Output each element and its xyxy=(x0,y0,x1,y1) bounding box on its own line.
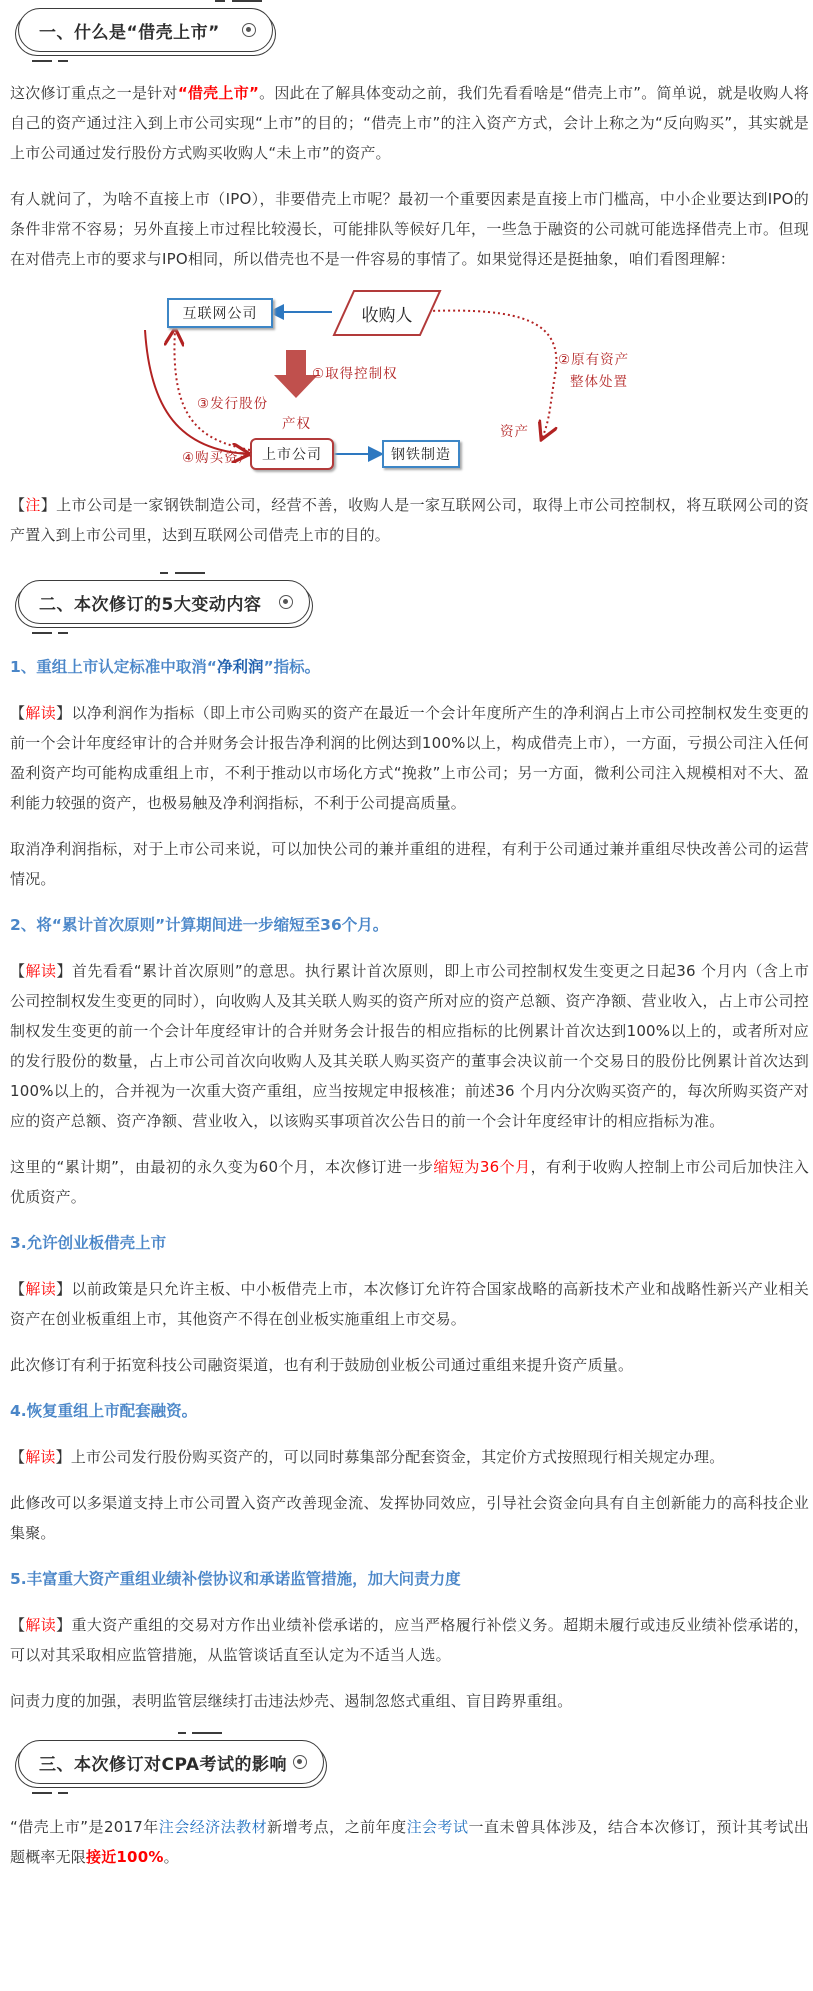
interpretation-tag: 解读 xyxy=(25,704,57,722)
text: “借壳上市”是2017年 xyxy=(10,1818,159,1836)
paragraph: 此修改可以多渠道支持上市公司置入资产改善现金流、发挥协同效应，引导社会资金向具有自主创新能力的高科技企业集聚。 xyxy=(10,1494,809,1542)
highlight-term: 接近100% xyxy=(86,1848,164,1866)
interpretation-paragraph xyxy=(10,1274,809,1334)
bracket: 【 xyxy=(10,1280,26,1298)
interpretation-paragraph xyxy=(10,698,809,818)
text: 新增考点，之前年度 xyxy=(267,1818,407,1836)
decor-dash xyxy=(32,632,52,634)
section-badge xyxy=(18,580,310,624)
node-steel-manufacturing xyxy=(382,440,460,468)
decor-dash xyxy=(232,0,262,2)
interpretation-tag: 解读 xyxy=(25,962,57,980)
decor-dash xyxy=(32,1792,52,1794)
interpretation-tag: 解读 xyxy=(25,1280,57,1298)
bracket: 【 xyxy=(10,1448,26,1466)
interpretation-paragraph xyxy=(10,1610,809,1670)
label-step1: ①取得控制权 xyxy=(312,366,398,382)
text: 以前政策是只允许主板、中小板借壳上市，本次修订允许符合国家战略的高新技术产业和战略性新兴产业相关资产在创业板重组上市，其他资产不得在创业板实施重组上市交易。 xyxy=(10,1280,810,1328)
label-equity: 产权 xyxy=(282,416,311,432)
text: 。因此在了解具体变动之前，我们先看看啥是“借壳上市”。简单说，就是收购人将自己的资产通过注入到上市公司实现“上市”的目的；“借壳上市”的注入资产方式，会计上称之为“反向购买”，其实就是上市公司通过发行股份方式购买收购人“未上市”的资产。 xyxy=(10,84,810,162)
text: 重大资产重组的交易对方作出业绩补偿承诺的，应当严格履行补偿义务。超期未履行或违反业绩补偿承诺的，可以对其采取相应监管措施，从监管谈话直至认定为不适当人选。 xyxy=(10,1616,810,1664)
section-header-2 xyxy=(10,572,809,652)
label-step4: ④购买资产 xyxy=(182,450,254,466)
text: 上市公司是一家钢铁制造公司，经营不善，收购人是一家互联网公司，取得上市公司控制权，将互联网公司的资产置入到上市公司里，达到互联网公司借壳上市的目的。 xyxy=(10,496,810,544)
section-title: 二、本次修订的5大变动内容 xyxy=(39,594,262,615)
text: 1、重组上市认定标准中取消“ xyxy=(10,658,217,676)
text: 这次修订重点之一是针对 xyxy=(10,84,178,102)
note-tag: 注 xyxy=(25,496,41,514)
note-paragraph xyxy=(10,490,809,550)
paragraph: 有人就问了，为啥不直接上市（IPO），非要借壳上市呢？最初一个重要因素是直接上市门槛高，中小企业要达到IPO的条件非常不容易；另外直接上市过程比较漫长，可能排队等候好几年，一些急于融资的公司就可能选择借壳上市。但现在对借壳上市的要求与IPO相同，所以借壳也不是一件容易的事情了。如果觉得还是挺抽象，咱们看图理解： xyxy=(10,190,809,268)
bracket: 】 xyxy=(56,1280,72,1298)
node-label: 上市公司 xyxy=(262,447,322,463)
text: 。 xyxy=(163,1848,179,1866)
bracket: 】 xyxy=(56,1616,72,1634)
section-header-3 xyxy=(10,1732,809,1812)
node-acquirer xyxy=(332,290,442,336)
bracket: 【 xyxy=(10,1616,26,1634)
bracket: 】 xyxy=(56,704,72,722)
text: 一直未曾具体涉及，结合本次修订，预计其考试出题概率无限 xyxy=(10,1818,809,1866)
bracket: 【 xyxy=(10,704,26,722)
decor-dash xyxy=(192,1732,222,1734)
node-label: 钢铁制造 xyxy=(391,447,451,463)
bracket: 】 xyxy=(40,496,57,514)
decor-dash xyxy=(32,60,52,62)
reverse-merger-diagram xyxy=(10,290,809,480)
target-circle-icon xyxy=(242,23,256,37)
subheading-3: 3.允许创业板借壳上市 xyxy=(10,1234,167,1252)
node-label: 互联网公司 xyxy=(182,306,258,322)
subheading-4: 4.恢复重组上市配套融资。 xyxy=(10,1402,198,1420)
paragraph xyxy=(10,78,809,168)
decor-dash xyxy=(178,1732,186,1734)
label-assets: 资产 xyxy=(500,424,529,440)
text: 首先看看“累计首次原则”的意思。执行累计首次原则，即上市公司控制权发生变更之日起36 个月内（含上市公司控制权发生变更的同时），向收购人及其关联人购买的资产所对应的资产总额、资产净额、营业收入，占上市公司控制权发生变更的前一个会计年度经审计的合并财务会计报告的相应指标的比例累计首次达到100%以上的，或者所对应的发行股份的数量，占上市公司首次向收购人及其关联人购买资产的董事会决议前一个交易日的股份比例累计首次达到100%以上的，合并视为一次重大资产重组，应当按规定申报核准；前述36 个月内分次购买资产的，每次所购买资产对应的资产总额、资产净额、营业收入，以该购买事项首次公告日的前一个会计年度经审计的相应指标为准。 xyxy=(10,962,810,1130)
text: ”指标。 xyxy=(263,658,321,676)
label-step2-line2: 整体处置 xyxy=(570,374,628,390)
text: 这里的“累计期”，由最初的永久变为60个月，本次修订进一步 xyxy=(10,1158,434,1176)
target-circle-icon xyxy=(279,595,293,609)
decor-dash xyxy=(160,572,168,574)
node-internet-company xyxy=(167,298,273,328)
bracket: 【 xyxy=(10,496,26,514)
paragraph: 取消净利润指标，对于上市公司来说，可以加快公司的兼并重组的进程，有利于公司通过兼并重组尽快改善公司的运营情况。 xyxy=(10,840,809,888)
decor-dash xyxy=(58,60,68,62)
bracket: 【 xyxy=(10,962,26,980)
highlight-term: “借壳上市” xyxy=(177,84,260,102)
label-step3: ③发行股份 xyxy=(197,396,269,412)
text: 上市公司发行股份购买资产的，可以同时募集部分配套资金，其定价方式按照现行相关规定办理。 xyxy=(70,1448,725,1466)
interpretation-tag: 解读 xyxy=(25,1616,57,1634)
paragraph xyxy=(10,1152,809,1212)
link-cpa-exam[interactable]: 注会考试 xyxy=(406,1818,469,1836)
node-label: 收购人 xyxy=(361,305,413,326)
link-economic-law-textbook[interactable]: 注会经济法教材 xyxy=(158,1818,268,1836)
interpretation-paragraph xyxy=(10,1442,809,1472)
interpretation-paragraph xyxy=(10,956,809,1136)
text: ，有利于收购人控制上市公司后加快注入优质资产。 xyxy=(10,1158,809,1206)
emphasis: 净利润 xyxy=(216,658,264,676)
subheading-1 xyxy=(10,652,809,682)
node-listed-company xyxy=(250,438,334,470)
section-title: 三、本次修订对CPA考试的影响 xyxy=(39,1754,288,1775)
decor-dash xyxy=(215,0,225,2)
paragraph xyxy=(10,1812,809,1872)
highlight-term: 缩短为36个月 xyxy=(433,1158,531,1176)
target-circle-icon xyxy=(293,1755,307,1769)
subheading-2: 2、将“累计首次原则”计算期间进一步缩短至36个月。 xyxy=(10,916,389,934)
label-step2: ②原有资产 xyxy=(558,352,630,368)
subheading-5: 5.丰富重大资产重组业绩补偿协议和承诺监管措施，加大问责力度 xyxy=(10,1570,461,1588)
section-badge xyxy=(18,8,273,52)
decor-dash xyxy=(175,572,205,574)
paragraph: 问责力度的加强，表明监管层继续打击违法炒壳、遏制忽悠式重组、盲目跨界重组。 xyxy=(10,1692,573,1710)
text: 以净利润作为指标（即上市公司购买的资产在最近一个会计年度所产生的净利润占上市公司控制权发生变更的前一个会计年度经审计的合并财务会计报告净利润的比例达到100%以上，构成借壳上市），一方面，亏损公司注入任何盈利资产均可能构成重组上市，不利于推动以市场化方式“挽救”上市公司；另一方面，微利公司注入规模相对不大、盈利能力较强的资产，也极易触及净利润指标，不利于公司提高质量。 xyxy=(10,704,810,812)
decor-dash xyxy=(58,632,68,634)
bracket: 】 xyxy=(56,962,72,980)
decor-dash xyxy=(58,1792,68,1794)
section-title: 一、什么是“借壳上市” xyxy=(39,22,220,43)
interpretation-tag: 解读 xyxy=(25,1448,56,1466)
paragraph: 此次修订有利于拓宽科技公司融资渠道，也有利于鼓励创业板公司通过重组来提升资产质量。 xyxy=(10,1356,634,1374)
bracket: 】 xyxy=(55,1448,71,1466)
section-badge xyxy=(18,1740,324,1784)
section-header-1 xyxy=(10,0,809,78)
